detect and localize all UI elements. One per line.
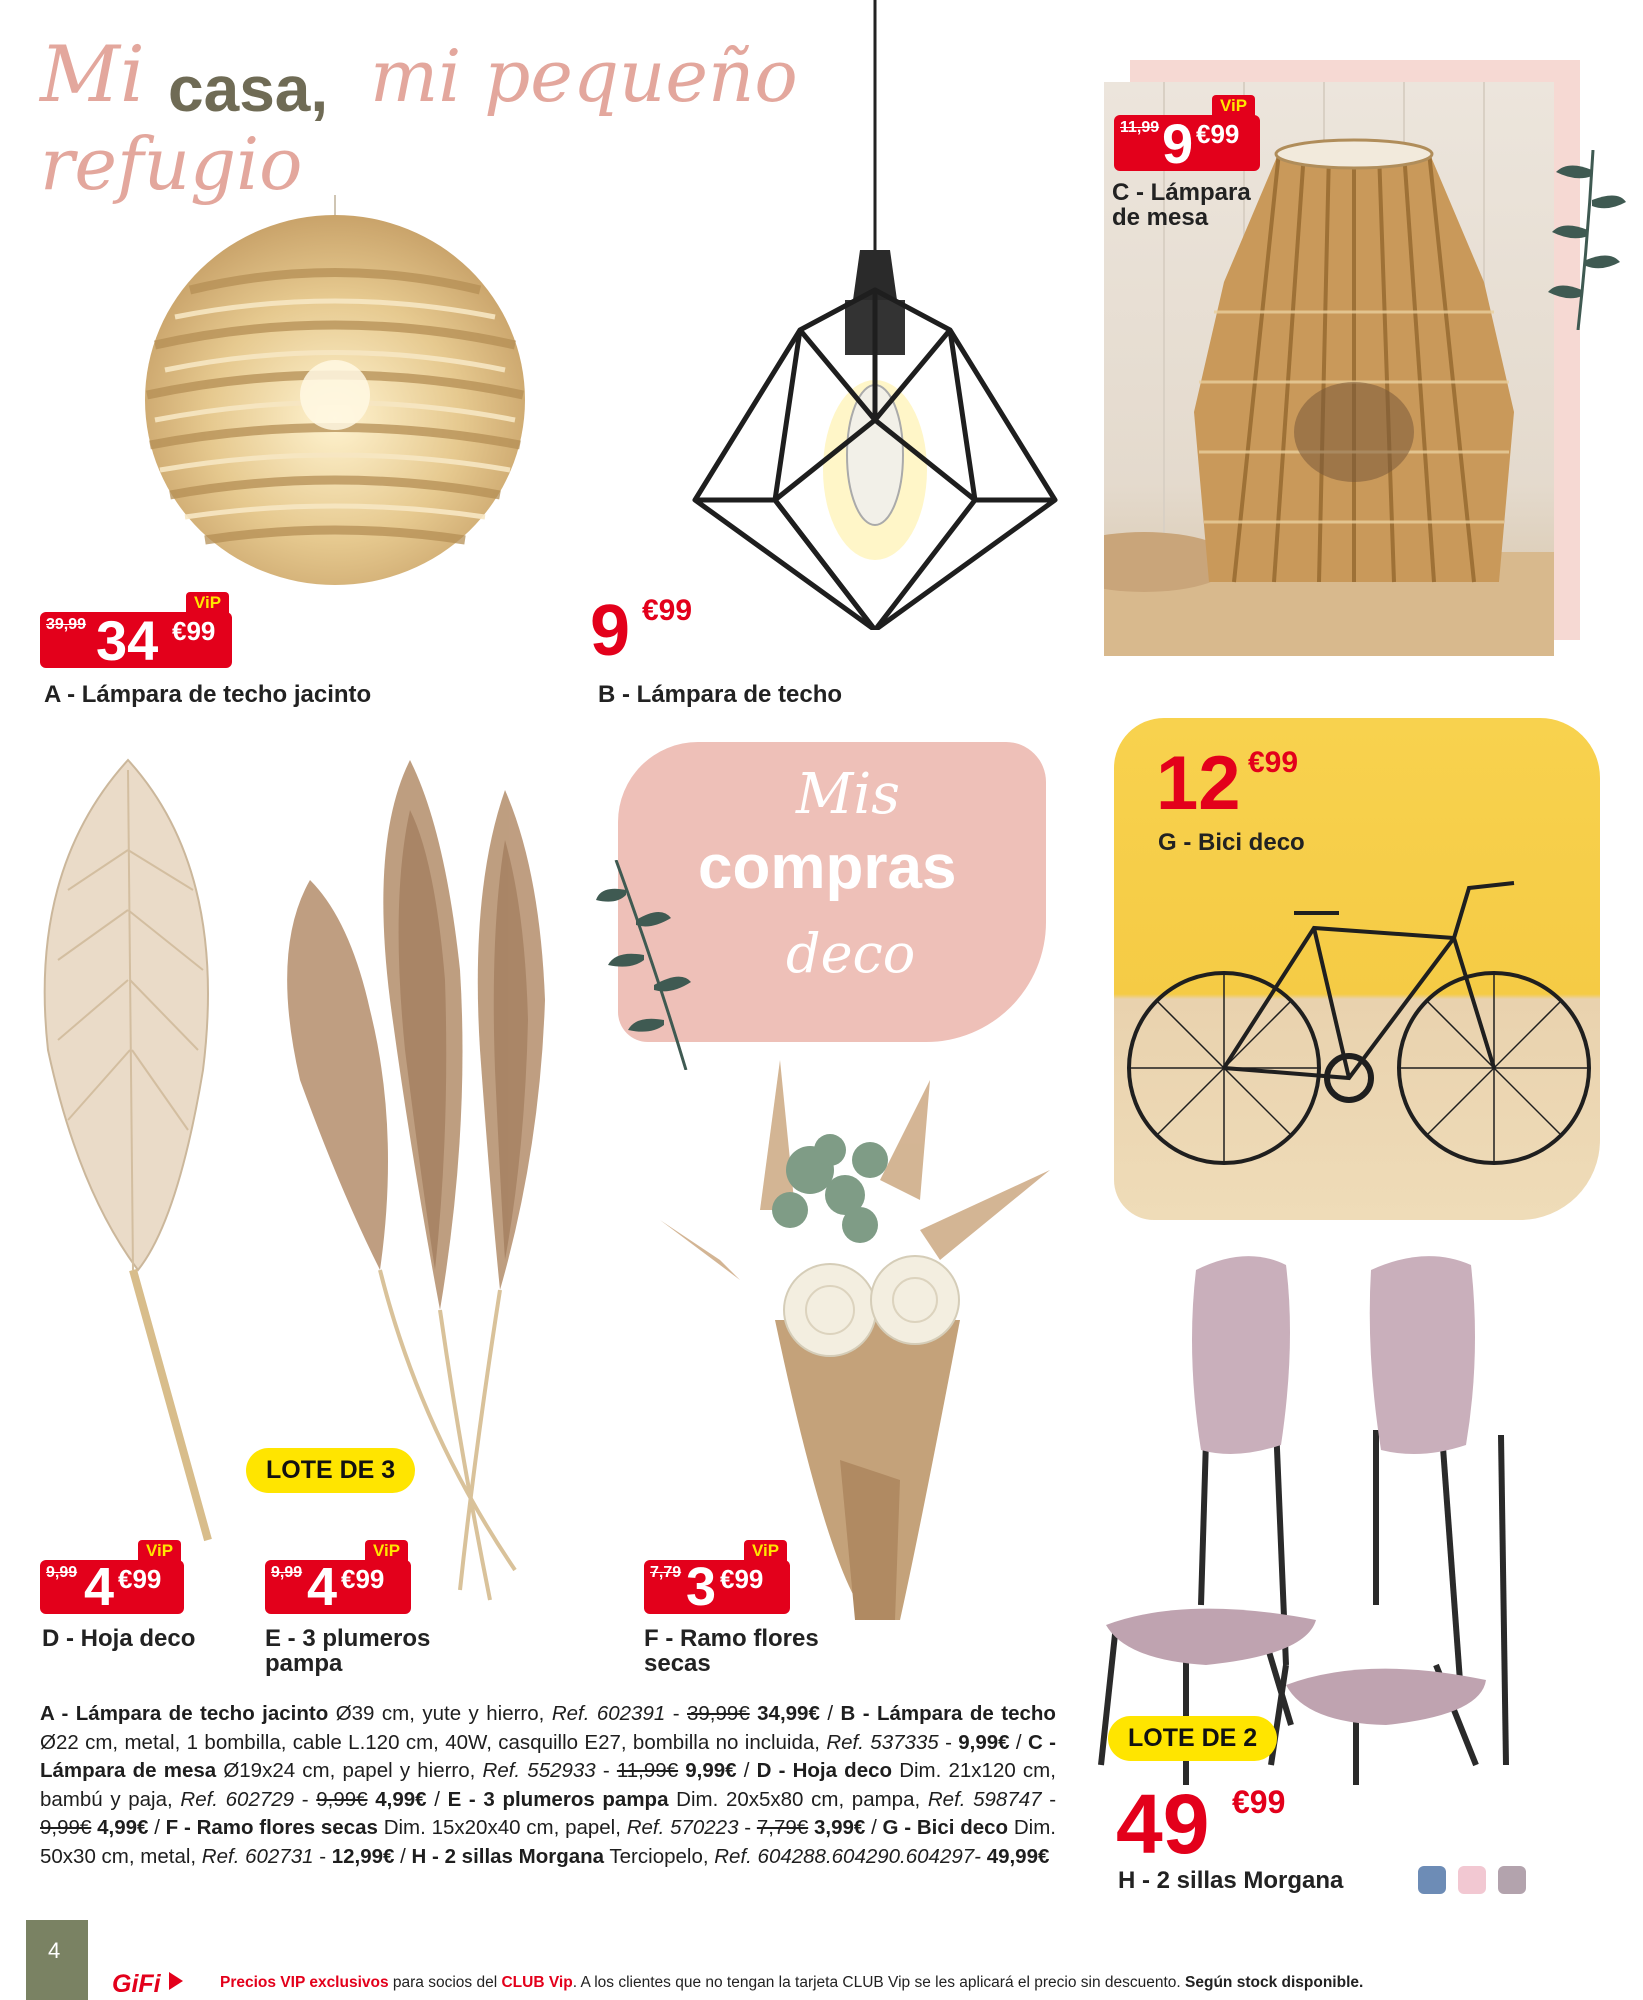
vip-label-f: ViP <box>744 1540 787 1562</box>
desc-f-spec: Dim. 15x20x40 cm, papel, <box>383 1816 621 1839</box>
caption-e <box>265 1626 430 1676</box>
lote-badge-h: LOTE DE 2 <box>1108 1716 1277 1761</box>
price-old-e: 9,99 <box>271 1564 303 1581</box>
badge-compras: compras <box>698 833 957 902</box>
lamp-jacinto-image <box>135 195 535 595</box>
footer-text-2: . A los clientes que no tengan la tarjeta CLUB Vip se les aplicará el precio sin descuento. <box>572 1974 1181 1991</box>
title-script-refugio: refugio <box>40 122 303 206</box>
desc-h-name: H - 2 sillas Morgana <box>411 1844 605 1868</box>
price-int-f: 3 <box>686 1557 717 1617</box>
desc-c-old: 11,99€ <box>616 1759 679 1782</box>
vip-label-c: ViP <box>1212 95 1255 117</box>
color-swatches <box>1418 1866 1548 1894</box>
price-h <box>1116 1776 1336 1872</box>
desc-e-spec: Dim. 20x5x80 cm, pampa, <box>676 1787 921 1811</box>
caption-c <box>1112 180 1251 230</box>
swatch-blue[interactable] <box>1418 1866 1446 1894</box>
swatch-mauve[interactable] <box>1498 1866 1526 1894</box>
desc-sep-2: / <box>1015 1730 1022 1754</box>
footer-disclaimer <box>220 1974 1620 1992</box>
footer-text-1: para socios del <box>392 1974 498 1991</box>
price-int-d: 4 <box>84 1557 115 1617</box>
desc-dash-f: - <box>744 1816 752 1839</box>
desc-dash-d: - <box>301 1787 309 1811</box>
price-tag-a <box>40 609 232 672</box>
price-tag-e <box>265 1557 411 1617</box>
price-dec-d: €99 <box>118 1564 162 1594</box>
vip-label-a: ViP <box>186 592 229 614</box>
desc-e-name: E - 3 plumeros pampa <box>447 1787 669 1811</box>
ramo-flores-image <box>630 1060 1070 1640</box>
desc-a-ref: Ref. 602391 <box>551 1702 666 1725</box>
desc-c-new: 9,99€ <box>685 1759 737 1782</box>
desc-b-name: B - Lámpara de techo <box>840 1702 1056 1725</box>
vip-label-d: ViP <box>138 1540 181 1562</box>
badge-mis: Mis <box>796 762 900 827</box>
desc-g-new: 12,99€ <box>331 1844 395 1868</box>
desc-sep-7: / <box>400 1844 406 1868</box>
price-tag-d <box>40 1557 184 1617</box>
desc-d-ref: Ref. 602729 <box>180 1787 295 1811</box>
footer-club: CLUB Vip <box>501 1974 573 1991</box>
price-int-c: 9 <box>1162 112 1194 175</box>
desc-a-spec: Ø39 cm, yute y hierro, <box>335 1702 545 1725</box>
desc-dash-c: - <box>602 1759 610 1782</box>
hoja-deco-image <box>28 750 228 1550</box>
desc-a-new: 34,99€ <box>757 1702 820 1725</box>
sillas-morgana-image <box>1086 1245 1586 1785</box>
desc-b-spec: Ø22 cm, metal, 1 bombilla, cable L.120 cm, 40W, casquillo E27, bombilla no incluida, <box>40 1730 820 1754</box>
caption-f <box>644 1626 819 1676</box>
caption-f-l2: secas <box>644 1650 711 1678</box>
caption-g: G - Bici deco <box>1158 829 1305 856</box>
desc-dash-g: - <box>319 1844 327 1868</box>
desc-g-name: G - Bici deco <box>882 1816 1009 1839</box>
price-int-h: 49 <box>1116 1777 1210 1871</box>
desc-c-ref: Ref. 552933 <box>482 1759 596 1782</box>
desc-h-ref: Ref. 604288.604290.604297- <box>714 1844 981 1868</box>
desc-sep-4: / <box>434 1787 440 1811</box>
price-old-d: 9,99 <box>46 1564 78 1581</box>
price-old-f: 7,79 <box>650 1564 682 1581</box>
caption-c-l2: de mesa <box>1112 204 1209 232</box>
title-script-mi: Mi <box>40 30 145 120</box>
desc-h-spec: Terciopelo, <box>609 1844 709 1868</box>
price-old-a: 39,99 <box>46 616 87 633</box>
gifi-logo-text: GiFi <box>112 1970 161 1998</box>
lamp-geometric-image <box>675 0 1075 630</box>
desc-e-old: 9,99€ <box>40 1816 92 1839</box>
price-tag-c <box>1114 112 1260 175</box>
leaf-sprig-icon <box>596 860 706 1070</box>
desc-a-name: A - Lámpara de techo jacinto <box>40 1702 329 1725</box>
desc-sep-5: / <box>154 1816 160 1839</box>
product-description <box>40 1700 1056 1871</box>
desc-sep-3: / <box>743 1759 750 1782</box>
price-dec-h: €99 <box>1232 1784 1286 1820</box>
desc-d-old: 9,99€ <box>316 1787 368 1811</box>
desc-f-old: 7,79€ <box>756 1816 809 1839</box>
price-g <box>1156 740 1356 830</box>
desc-d-new: 4,99€ <box>375 1787 427 1811</box>
caption-e-l1: E - 3 plumeros <box>265 1625 431 1652</box>
desc-b-ref: Ref. 537335 <box>826 1730 939 1754</box>
desc-d-name: D - Hoja deco <box>756 1759 893 1782</box>
title-script-pequeno: mi pequeño <box>370 34 798 118</box>
vip-label-e: ViP <box>365 1540 408 1562</box>
price-old-c: 11,99 <box>1120 119 1160 136</box>
price-dec-e: €99 <box>341 1564 385 1594</box>
price-int-b: 9 <box>590 591 631 671</box>
gifi-logo <box>112 1970 183 1996</box>
desc-h-new: 49,99€ <box>986 1844 1050 1868</box>
price-dec-b: €99 <box>642 594 693 627</box>
desc-e-ref: Ref. 598747 <box>927 1787 1042 1811</box>
caption-b: B - Lámpara de techo <box>598 681 843 708</box>
desc-dash-e: - <box>1049 1787 1057 1811</box>
desc-d-spec: Dim. 21x120 cm, bambú y paja, <box>40 1759 1056 1811</box>
price-dec-g: €99 <box>1248 746 1299 779</box>
caption-a: A - Lámpara de techo jacinto <box>44 681 372 708</box>
badge-deco: deco <box>786 922 916 985</box>
caption-h: H - 2 sillas Morgana <box>1118 1867 1344 1894</box>
caption-f-l1: F - Ramo flores <box>644 1625 819 1652</box>
desc-c-name: C - Lámpara de mesa <box>40 1730 1056 1782</box>
desc-dash-b: - <box>945 1730 952 1754</box>
desc-f-ref: Ref. 570223 <box>626 1816 739 1839</box>
price-b <box>590 590 750 670</box>
page-number: 4 <box>48 1938 61 1963</box>
desc-f-new: 3,99€ <box>813 1816 866 1839</box>
price-int-a: 34 <box>96 609 159 672</box>
footer-stock: Según stock disponible. <box>1185 1974 1364 1991</box>
lote-badge-e: LOTE DE 3 <box>246 1448 415 1493</box>
bicycle-image <box>1114 868 1600 1188</box>
desc-e-new: 4,99€ <box>97 1816 149 1839</box>
desc-c-spec: Ø19x24 cm, papel y hierro, <box>223 1759 476 1782</box>
desc-sep-6: / <box>871 1816 877 1839</box>
caption-e-l2: pampa <box>265 1650 343 1678</box>
page-number-bar <box>26 1920 88 2000</box>
leaf-branch-icon <box>1548 150 1628 330</box>
play-arrow-icon <box>169 1972 183 1990</box>
caption-c-l1: C - Lámpara <box>1112 179 1251 206</box>
price-tag-f <box>644 1557 790 1617</box>
desc-a-old: 39,99€ <box>687 1702 750 1725</box>
caption-d: D - Hoja deco <box>42 1625 196 1652</box>
price-dec-f: €99 <box>720 1564 764 1594</box>
footer-vip: Precios VIP exclusivos <box>220 1974 389 1991</box>
price-int-g: 12 <box>1156 741 1241 826</box>
desc-sep-1: / <box>827 1702 834 1725</box>
desc-b-new: 9,99€ <box>958 1730 1010 1754</box>
swatch-pink[interactable] <box>1458 1866 1486 1894</box>
desc-f-name: F - Ramo flores secas <box>165 1816 378 1839</box>
desc-g-ref: Ref. 602731 <box>201 1844 314 1868</box>
desc-dash-a: - <box>672 1702 680 1725</box>
price-int-e: 4 <box>307 1557 338 1617</box>
desc-g-spec: Dim. 50x30 cm, metal, <box>40 1816 1057 1868</box>
title-bold-casa: casa, <box>168 53 329 125</box>
price-dec-c: €99 <box>1196 119 1240 149</box>
price-dec-a: €99 <box>172 616 216 646</box>
